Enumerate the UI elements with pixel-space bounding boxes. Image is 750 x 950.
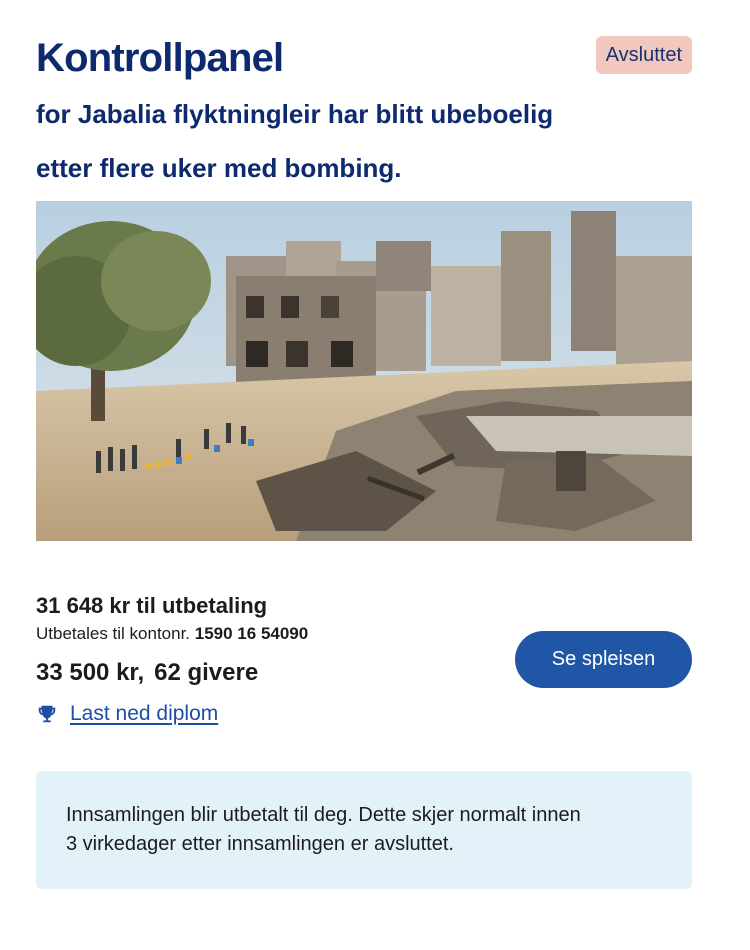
info-text-line-1: Innsamlingen blir utbetalt til deg. Dette skjer normalt innen bbox=[66, 804, 581, 826]
download-diploma-label: Last ned diplom bbox=[70, 702, 219, 725]
donor-count: 62 givere bbox=[154, 659, 259, 686]
status-badge: Avsluttet bbox=[596, 36, 692, 74]
hero-image bbox=[36, 201, 692, 541]
subtitle-line-1: for Jabalia flyktningleir har blitt ubeboelig bbox=[36, 99, 554, 129]
page-title: Kontrollpanel bbox=[36, 36, 284, 80]
trophy-icon bbox=[36, 703, 58, 725]
account-number: 1590 16 54090 bbox=[194, 624, 309, 643]
raised-amount: 33 500 kr, bbox=[36, 659, 145, 686]
view-campaign-button[interactable]: Se spleisen bbox=[515, 631, 692, 688]
account-label: Utbetales til kontonr. bbox=[36, 624, 191, 643]
subtitle-line-2: etter flere uker med bombing. bbox=[36, 153, 402, 183]
info-box bbox=[36, 771, 692, 889]
account-line bbox=[36, 623, 308, 645]
header bbox=[36, 34, 692, 82]
totals bbox=[36, 658, 258, 688]
download-diploma-link[interactable] bbox=[36, 700, 218, 728]
payout-amount: 31 648 kr til utbetaling bbox=[36, 593, 268, 618]
info-text-line-2: 3 virkedager etter innsamlingen er avsluttet. bbox=[66, 833, 454, 855]
